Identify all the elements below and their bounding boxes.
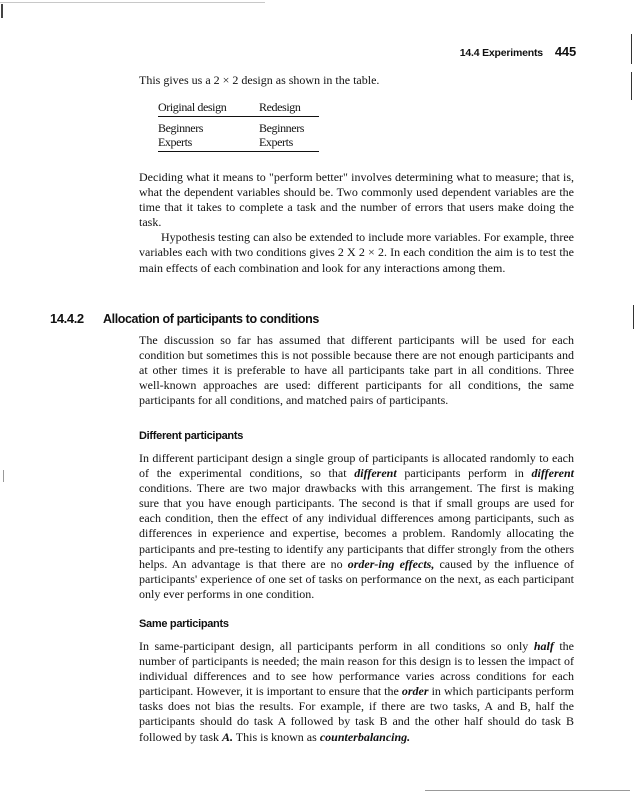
emphasis-different: different bbox=[354, 466, 397, 481]
paragraph-same-participants bbox=[139, 639, 574, 745]
scan-right-edge-mark-2 bbox=[631, 72, 632, 100]
emphasis-order: order bbox=[401, 684, 429, 699]
subheading-same-participants: Same participants bbox=[139, 618, 229, 630]
same-participants-block bbox=[139, 639, 574, 745]
text-run: This is known as bbox=[233, 729, 320, 744]
text-run: caused by the influence of participants' experience of one set of tasks on performance on the next, as each participant only ever performs in one condition. bbox=[139, 556, 574, 601]
table-row bbox=[158, 117, 319, 136]
text-run: In different participant design a single group of participants is allocated randomly to each of the experimental conditions, so that bbox=[139, 451, 574, 481]
section-number: 14.4.2 bbox=[50, 311, 84, 326]
running-header bbox=[460, 44, 576, 59]
scan-right-edge-mark-3 bbox=[633, 305, 634, 329]
scan-left-mark bbox=[1, 4, 3, 18]
paragraph-hypothesis-testing: Hypothesis testing can also be extended to include more variables. For example, three variables each with two conditions gives 2 X 2 × 2. In each condition the aim is to test the main effects of each combination and look for any interactions among them. bbox=[139, 230, 574, 275]
subheading-different-participants: Different participants bbox=[139, 430, 244, 442]
scan-bottom-rule bbox=[425, 790, 630, 791]
paragraph-different-participants bbox=[139, 451, 574, 602]
different-participants-block bbox=[139, 451, 574, 602]
emphasis-ordering-effects: order-ing effects, bbox=[347, 556, 435, 571]
text-run: in which participants perform tasks does not bias the results. For example, if there are two tasks, A and B, half the participants should do task A followed by task B and the other half should do task B followed by task bbox=[139, 684, 574, 744]
scan-left-edge-mark bbox=[3, 470, 4, 482]
table-cell: Experts bbox=[158, 135, 259, 152]
scan-top-rule bbox=[0, 2, 265, 3]
scan-right-edge-mark bbox=[631, 34, 632, 64]
intro-sentence bbox=[139, 73, 574, 88]
section-heading bbox=[50, 311, 319, 326]
text-run: the number of participants is needed; the main reason for this design is to lessen the impact of individual differences and to see how performance varies across conditions for each participant. However, it is important to ensure that the bbox=[139, 639, 574, 699]
table-header-row bbox=[158, 100, 319, 117]
paragraph-dependent-variables: Deciding what it means to "perform better" involves determining what to measure; that is, what the dependent variables should be. Two commonly used dependent variables are the time that it takes to complete a task and the number of errors that users make doing the task. bbox=[139, 170, 574, 230]
paragraph-allocation: The discussion so far has assumed that different participants will be used for each condition but sometimes this is not possible because there are not enough participants and at other times it is preferable to have all participants take part in all conditions. Three well-known approaches are used: different participants for all conditions, the same participants for all conditions, and matched pairs of participants. bbox=[139, 333, 574, 408]
table-header-cell: Original design bbox=[158, 100, 259, 117]
page-number: 445 bbox=[554, 44, 576, 59]
table-row bbox=[158, 135, 319, 152]
section-title: Allocation of participants to conditions bbox=[103, 312, 319, 326]
text-run: In same-participant design, all participants perform in all conditions so only bbox=[139, 639, 534, 653]
emphasis-different: different bbox=[531, 466, 574, 481]
text-run: participants perform in bbox=[396, 466, 532, 481]
design-table bbox=[158, 100, 319, 152]
body-block-1 bbox=[139, 170, 574, 276]
emphasis-half: half bbox=[533, 639, 554, 653]
table-cell: Experts bbox=[259, 135, 319, 152]
table-header-cell: Redesign bbox=[259, 100, 319, 117]
emphasis-counterbalancing: counterbalancing. bbox=[319, 729, 411, 744]
text-run: conditions. There are two major drawbacks with this arrangement. The first is making sure that you have enough participants. The second is that if small groups are used for each condition, then the effect of any individual differences among participants, such as differences in experience and expertise, becomes a problem. Randomly allocating the participants and pre-testing to identify any participants that differ strongly from the others helps. An advantage is that there are no bbox=[139, 481, 574, 571]
table-cell: Beginners bbox=[259, 121, 305, 135]
intro-text: This gives us a 2 × 2 design as shown in the table. bbox=[139, 73, 380, 87]
section-intro-block bbox=[139, 333, 574, 408]
emphasis-task-a: A. bbox=[222, 729, 234, 744]
table-cell: Beginners bbox=[158, 121, 204, 135]
header-section: 14.4 Experiments bbox=[459, 47, 543, 59]
